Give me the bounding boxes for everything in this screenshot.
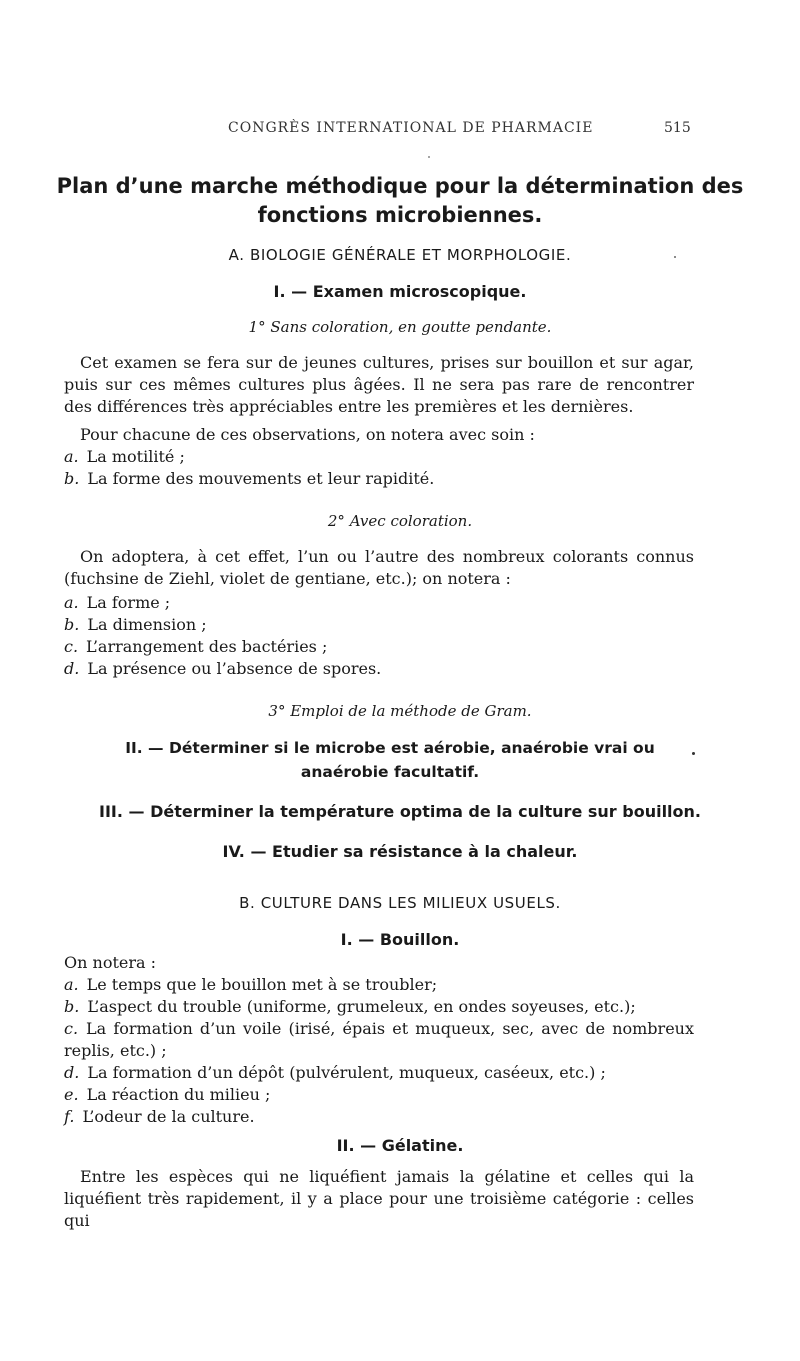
heading-aerobie: II. — Déterminer si le microbe est aérobie, anaérobie vrai ou anaérobie facultatif. (125, 739, 655, 781)
list-item: a. La motilité ; (64, 447, 185, 466)
list-item: a. Le temps que le bouillon met à se troubler; (64, 975, 438, 994)
bouillon-heading: I. — Bouillon. (340, 930, 460, 949)
gelatine-heading: II. — Gélatine. (336, 1136, 464, 1155)
section-a-heading: A. BIOLOGIE GÉNÉRALE ET MORPHOLOGIE. (228, 246, 572, 264)
paragraph-avec-coloration: On adoptera, à cet effet, l’un ou l’autre des nombreux colorants connus (fuchsine de Ziehl, violet de gentiane, etc.); on notera : (64, 547, 694, 588)
speck-mark (674, 256, 676, 258)
list-item: b. La dimension ; (64, 615, 207, 634)
page-number: 515 (664, 120, 691, 136)
subheading-sans-coloration: 1° Sans coloration, en goutte pendante. (248, 318, 552, 336)
paragraph-sans-coloration: Cet examen se fera sur de jeunes cultures, prises sur bouillon et sur agar, puis sur ces mêmes cultures plus âgées. Il ne sera pas rare de rencontrer des différences très appréciables entre les premières et les dernières. (64, 353, 694, 416)
subheading-avec-coloration: 2° Avec coloration. (327, 512, 473, 530)
list-item: e. La réaction du milieu ; (64, 1085, 271, 1104)
exam-heading: I. — Examen microscopique. (273, 282, 527, 301)
list-item: b. La forme des mouvements et leur rapidité. (64, 469, 435, 488)
list-item: b. L’aspect du trouble (uniforme, grumeleux, en ondes soyeuses, etc.); (64, 997, 636, 1016)
paragraph-intro-bouillon: On notera : (64, 953, 157, 972)
speck-mark (428, 156, 430, 158)
paragraph-intro-observations: Pour chacune de ces observations, on notera avec soin : (80, 425, 535, 444)
paragraph-gelatine: Entre les espèces qui ne liquéfient jamais la gélatine et celles qui la liquéfient très rapidement, il y a place pour une troisième catégorie : celles qui (64, 1167, 694, 1230)
list-item: c. L’arrangement des bactéries ; (64, 637, 328, 656)
list-item: c. La formation d’un voile (irisé, épais et muqueux, sec, avec de nombreux replis, etc.) ; (64, 1019, 694, 1060)
speck-mark (692, 752, 695, 755)
list-item: a. La forme ; (64, 593, 171, 612)
heading-temperature: III. — Déterminer la température optima de la culture sur bouillon. (98, 802, 701, 821)
section-b-heading: B. CULTURE DANS LES MILIEUX USUELS. (239, 894, 561, 912)
subheading-methode-gram: 3° Emploi de la méthode de Gram. (268, 702, 532, 720)
list-item: f. L’odeur de la culture. (64, 1107, 255, 1126)
list-item: d. La formation d’un dépôt (pulvérulent, muqueux, caséeux, etc.) ; (64, 1063, 606, 1082)
list-item: d. La présence ou l’absence de spores. (64, 659, 382, 678)
page-title: Plan d’une marche méthodique pour la détermination des fonctions microbiennes. (56, 174, 744, 227)
heading-resistance: IV. — Etudier sa résistance à la chaleur. (222, 842, 578, 861)
running-header: CONGRÈS INTERNATIONAL DE PHARMACIE (228, 120, 594, 136)
